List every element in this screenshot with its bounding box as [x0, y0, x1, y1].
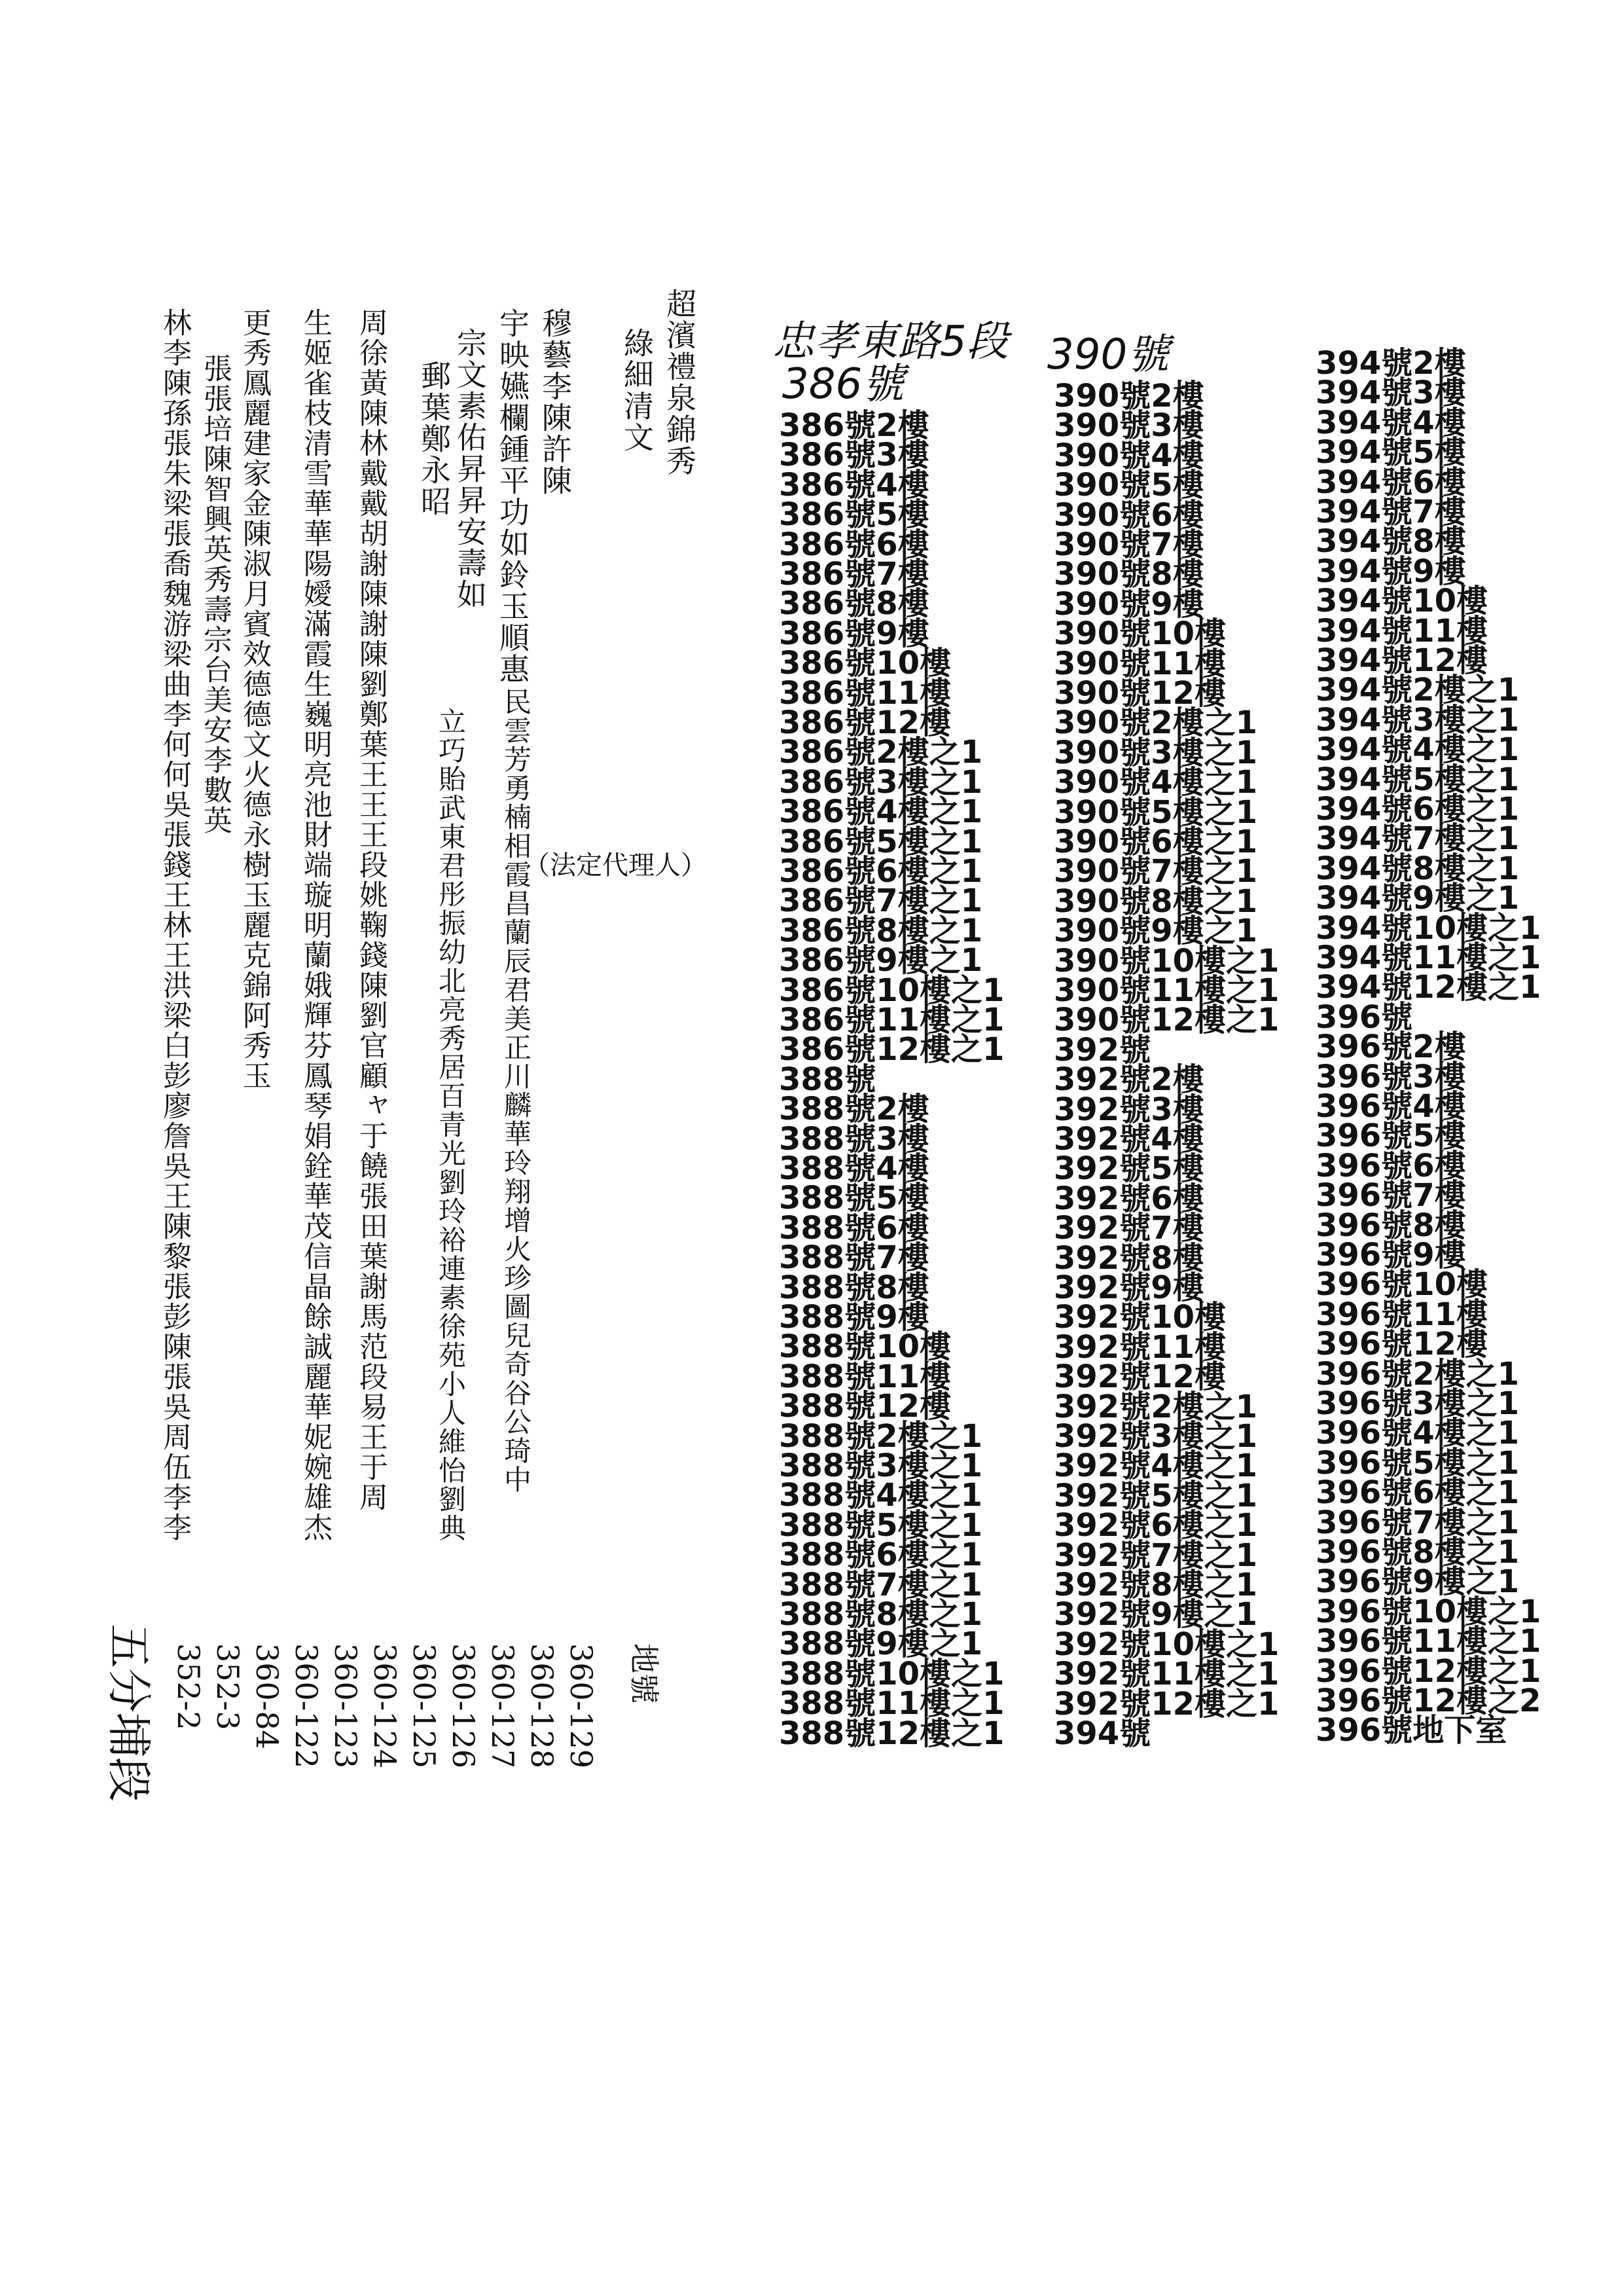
address-entry: 394號10樓 [1316, 583, 1488, 620]
address-entry: 386號9樓 [779, 615, 929, 652]
address-entry: 386號2樓 [779, 407, 929, 444]
owner-column: 立巧貽武東君彤振幼北亮秀居百青光劉玲裕連素徐苑小人維怡劉典 [435, 707, 467, 1542]
address-entry: 390號5樓之1 [1054, 793, 1257, 831]
address-entry: 388號12樓之1 [779, 1715, 1005, 1752]
address-entry: 386號7樓之1 [779, 883, 982, 920]
address-entry: 394號6樓 [1316, 464, 1466, 501]
address-entry: 390號3樓之1 [1054, 734, 1257, 771]
owner-column: 民雲芳勇楠相霞昌蘭辰君美正川麟華玲翔增火珍圖兒奇谷公琦中 [500, 687, 532, 1494]
column-header-390: 390號 [1047, 331, 1170, 379]
lot-number: 360-125 [406, 1643, 442, 1769]
address-entry: 394號4樓 [1316, 404, 1466, 441]
address-entry: 392號3樓 [1054, 1091, 1204, 1128]
address-entry: 386號4樓 [779, 466, 929, 503]
address-entry: 390號4樓 [1054, 437, 1204, 474]
address-entry: 396號2樓 [1316, 1029, 1466, 1066]
address-entry: 394號7樓之1 [1316, 820, 1519, 858]
address-entry: 388號8樓之1 [779, 1596, 982, 1633]
address-entry: 392號9樓 [1054, 1269, 1204, 1306]
address-entry: 388號4樓 [779, 1150, 929, 1187]
address-entry: 390號10樓之1 [1054, 942, 1280, 979]
column-header-386: 386號 [782, 360, 905, 409]
address-entry: 386號11樓 [779, 674, 951, 712]
address-entry: 394號8樓之1 [1316, 850, 1519, 887]
address-entry: 396號5樓 [1316, 1118, 1466, 1155]
address-entry: 396號12樓 [1316, 1326, 1488, 1363]
address-entry: 392號6樓之1 [1054, 1507, 1257, 1544]
address-entry: 394號10樓之1 [1316, 909, 1541, 947]
address-entry: 386號8樓 [779, 585, 929, 623]
address-entry: 396號6樓 [1316, 1147, 1466, 1184]
address-entry: 396號4樓之1 [1316, 1415, 1519, 1452]
address-entry: 388號9樓 [779, 1299, 929, 1336]
address-entry: 392號9樓之1 [1054, 1596, 1257, 1633]
address-entry: 392號12樓之1 [1054, 1685, 1280, 1722]
address-entry: 392號6樓 [1054, 1180, 1204, 1217]
address-entry: 388號7樓 [779, 1239, 929, 1277]
owner-column: 宇映嬿欄鍾平功如鈴玉順惠 [495, 308, 530, 685]
owner-column: 超濱禮泉錦秀 [662, 288, 697, 477]
address-entry: 392號8樓之1 [1054, 1567, 1257, 1603]
address-entry: 394號3樓 [1316, 374, 1466, 412]
address-entry: 388號2樓 [779, 1091, 929, 1128]
address-entry: 394號2樓之1 [1316, 672, 1519, 709]
address-entry: 388號4樓之1 [779, 1477, 982, 1514]
address-entry: 394號4樓之1 [1316, 731, 1519, 769]
address-entry: 396號 [1316, 998, 1413, 1036]
address-entry: 386號3樓之1 [779, 763, 982, 801]
address-entry: 390號12樓之1 [1054, 1002, 1280, 1039]
address-entry: 396號7樓 [1316, 1177, 1466, 1214]
address-entry: 388號 [779, 1061, 876, 1098]
address-entry: 396號3樓之1 [1316, 1385, 1519, 1422]
lot-number: 360-129 [564, 1643, 599, 1769]
address-entry: 394號12樓 [1316, 642, 1488, 679]
address-entry: 392號3樓之1 [1054, 1418, 1257, 1455]
address-entry: 390號11樓之1 [1054, 972, 1280, 1009]
address-entry: 394號9樓 [1316, 553, 1466, 590]
address-entry: 388號7樓之1 [779, 1566, 982, 1603]
address-entry: 388號12樓 [779, 1388, 951, 1425]
lot-number: 360-126 [446, 1643, 481, 1769]
address-entry: 392號2樓 [1054, 1061, 1204, 1099]
address-entry: 390號4樓之1 [1054, 764, 1257, 801]
address-entry: 396號3樓 [1316, 1058, 1466, 1095]
address-entry: 390號11樓 [1054, 645, 1226, 682]
address-entry: 388號5樓之1 [779, 1506, 982, 1544]
lot-number: 360-123 [328, 1643, 363, 1769]
address-entry: 392號5樓 [1054, 1150, 1204, 1188]
owner-column: 張張培陳智興英秀壽宗台美安李數英 [198, 354, 232, 835]
owner-column: 宗文素佑昇昇安壽如 [452, 327, 488, 610]
owner-column: 郵葉鄭永昭 [416, 360, 452, 517]
address-entry: 390號9樓 [1054, 585, 1204, 623]
address-entry: 388號2樓之1 [779, 1417, 982, 1455]
address-entry: 394號6樓之1 [1316, 791, 1519, 828]
address-entry: 392號4樓之1 [1054, 1448, 1257, 1485]
address-entry: 390號5樓 [1054, 467, 1204, 504]
address-entry: 396號6樓之1 [1316, 1474, 1519, 1512]
address-entry: 396號12樓之1 [1316, 1652, 1541, 1690]
address-entry: 390號10樓 [1054, 615, 1226, 653]
address-entry: 386號6樓 [779, 526, 929, 563]
address-entry: 388號8樓 [779, 1269, 929, 1306]
address-entry: 396號11樓之1 [1316, 1623, 1541, 1660]
address-entry: 388號3樓之1 [779, 1448, 982, 1484]
address-entry: 390號6樓 [1054, 496, 1204, 534]
address-entry: 388號9樓之1 [779, 1626, 982, 1663]
address-entry: 388號5樓 [779, 1180, 929, 1217]
address-entry: 396號10樓之1 [1316, 1593, 1541, 1630]
address-entry: 396號2樓之1 [1316, 1355, 1519, 1393]
address-entry: 392號11樓之1 [1054, 1656, 1280, 1693]
address-entry: 396號5樓之1 [1316, 1444, 1519, 1482]
address-entry: 394號11樓之1 [1316, 939, 1541, 976]
owner-column: 林李陳孫張朱梁張喬魏游梁曲李何何吳張錢王林王洪梁白彭廖詹吳王陳黎張彭陳張吳周伍李李 [158, 308, 191, 1542]
address-entry: 394號5樓之1 [1316, 761, 1519, 798]
address-entry: 396號10樓 [1316, 1266, 1488, 1303]
lot-number: 360-127 [485, 1643, 520, 1769]
address-entry: 394號12樓之1 [1316, 969, 1541, 1006]
lot-number: 360-128 [524, 1643, 560, 1769]
address-entry: 392號11樓 [1054, 1328, 1226, 1366]
section-label: 五分埔段 [102, 1624, 154, 1802]
lot-number: 360-84 [249, 1643, 285, 1749]
address-entry: 390號2樓 [1054, 378, 1204, 414]
address-entry: 386號3樓 [779, 437, 929, 474]
address-entry: 388號10樓 [779, 1328, 951, 1366]
address-entry: 394號2樓 [1316, 345, 1466, 382]
address-entry: 394號9樓之1 [1316, 880, 1519, 917]
address-entry: 386號12樓之1 [779, 1031, 1005, 1068]
address-entry: 386號6樓之1 [779, 853, 982, 890]
lot-number: 360-122 [289, 1643, 324, 1769]
address-entry: 396號12樓之2 [1316, 1683, 1541, 1719]
address-entry: 386號10樓 [779, 645, 951, 682]
address-entry: 396號8樓之1 [1316, 1534, 1519, 1571]
address-entry: 394號7樓 [1316, 494, 1466, 530]
address-entry: 396號4樓 [1316, 1088, 1466, 1125]
address-entry: 390號9樓之1 [1054, 913, 1257, 950]
owner-column: 穆藝李陳許陳 [537, 308, 573, 496]
address-entry: 392號10樓之1 [1054, 1626, 1280, 1663]
address-entry: 394號8樓 [1316, 523, 1466, 560]
address-entry: 388號6樓 [779, 1209, 929, 1247]
address-entry: 396號11樓 [1316, 1296, 1488, 1333]
lot-number: 352-2 [171, 1643, 206, 1730]
address-entry: 390號7樓 [1054, 526, 1204, 563]
address-entry: 396號8樓 [1316, 1207, 1466, 1244]
address-entry: 388號6樓之1 [779, 1537, 982, 1574]
address-entry: 386號5樓之1 [779, 823, 982, 860]
address-entry: 392號 [1054, 1031, 1151, 1068]
address-entry: 394號 [1054, 1715, 1151, 1752]
lot-number: 352-3 [210, 1643, 245, 1730]
address-entry: 396號7樓之1 [1316, 1504, 1519, 1541]
address-entry: 386號10樓之1 [779, 972, 1005, 1009]
legal-representative-note: （法定代理人） [524, 850, 707, 881]
address-entry: 390號8樓之1 [1054, 883, 1257, 920]
address-entry: 392號10樓 [1054, 1299, 1226, 1336]
owner-column: 更秀鳳麗建家金陳淑月賓效德德文火德永樹玉麗克錦阿秀玉 [238, 308, 271, 1091]
address-entry: 392號2樓之1 [1054, 1388, 1257, 1425]
address-entry: 392號7樓 [1054, 1210, 1204, 1247]
address-entry: 392號4樓 [1054, 1121, 1204, 1157]
address-entry: 386號5樓 [779, 496, 929, 534]
address-entry: 394號11樓 [1316, 612, 1488, 649]
address-entry: 390號12樓 [1054, 675, 1226, 712]
address-entry: 392號5樓之1 [1054, 1477, 1257, 1514]
address-entry: 390號2樓之1 [1054, 704, 1257, 742]
address-entry: 386號11樓之1 [779, 1002, 1005, 1038]
address-entry: 394號5樓 [1316, 434, 1466, 471]
address-entry: 394號3樓之1 [1316, 701, 1519, 738]
address-entry: 388號11樓之1 [779, 1685, 1005, 1722]
address-entry: 386號8樓之1 [779, 912, 982, 949]
address-entry: 386號4樓之1 [779, 793, 982, 831]
address-entry: 392號8樓 [1054, 1239, 1204, 1277]
address-entry: 396號9樓 [1316, 1237, 1466, 1273]
address-entry: 396號地下室 [1316, 1712, 1507, 1749]
address-entry: 388號3樓 [779, 1120, 929, 1157]
street-header: 忠孝東路5段 [772, 318, 1009, 366]
address-entry: 390號7樓之1 [1054, 853, 1257, 890]
address-entry: 392號12樓 [1054, 1358, 1226, 1396]
lot-number: 360-124 [367, 1643, 403, 1769]
address-entry: 388號10樓之1 [779, 1655, 1005, 1692]
address-entry: 386號2樓之1 [779, 734, 982, 771]
owner-column: 周徐黃陳林戴戴胡謝陳謝陳劉鄭葉王王王段姚鞠錢陳劉官顧ャ于饒張田葉謝馬范段易王于周 [354, 308, 387, 1512]
owner-column: 綠細清文 [619, 327, 655, 453]
address-entry: 396號9樓之1 [1316, 1563, 1519, 1601]
address-entry: 386號12樓 [779, 704, 951, 741]
address-entry: 386號9樓之1 [779, 942, 982, 979]
address-entry: 392號7樓之1 [1054, 1537, 1257, 1574]
owner-column: 生姬雀枝清雪華華陽嬡滿霞生巍明亮池財端璇明蘭娥輝芬鳳琴娟銓華茂信晶餘誠麗華妮婉雄杰 [298, 308, 332, 1542]
address-entry: 390號3樓 [1054, 407, 1204, 445]
address-entry: 390號8樓 [1054, 556, 1204, 593]
address-entry: 390號6樓之1 [1054, 824, 1257, 860]
lot-label: 地號 [626, 1643, 662, 1704]
address-entry: 386號7樓 [779, 556, 929, 592]
address-entry: 388號11樓 [779, 1358, 951, 1395]
